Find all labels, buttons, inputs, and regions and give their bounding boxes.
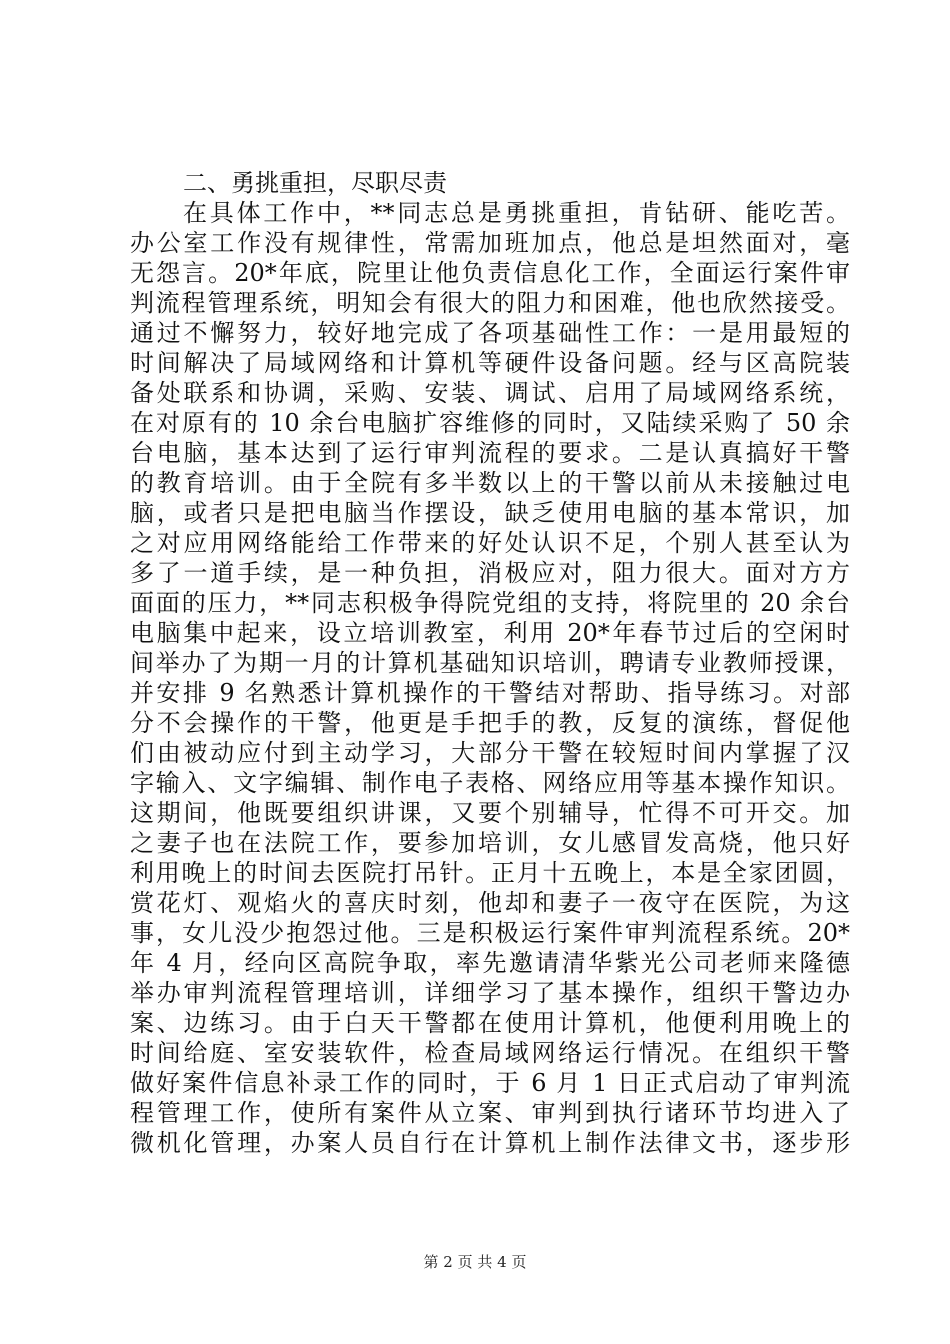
paragraph-line: 举办审判流程管理培训，详细学习了基本操作，组织干警边办 (130, 979, 850, 1007)
paragraph-line: 时间解决了局域网络和计算机等硬件设备问题。经与区高院装 (130, 349, 850, 377)
paragraph-line: 电脑集中起来，设立培训教室，利用 20*年春节过后的空闲时 (130, 619, 850, 647)
paragraph-line: 在具体工作中，**同志总是勇挑重担，肯钻研、能吃苦。 (183, 199, 850, 227)
paragraph-line: 利用晚上的时间去医院打吊针。正月十五晚上，本是全家团圆， (130, 859, 850, 887)
paragraph-line: 台电脑，基本达到了运行审判流程的要求。二是认真搞好干警 (130, 439, 850, 467)
page-footer: 第 2 页 共 4 页 (423, 1253, 527, 1271)
paragraph-line: 之妻子也在法院工作，要参加培训，女儿感冒发高烧，他只好 (130, 829, 850, 857)
paragraph-line: 多了一道手续，是一种负担，消极应对，阻力很大。面对方方 (130, 559, 850, 587)
paragraph-line: 之对应用网络能给工作带来的好处认识不足，个别人甚至认为 (130, 529, 850, 557)
paragraph-line: 时间给庭、室安装软件，检查局域网络运行情况。在组织干警 (130, 1039, 850, 1067)
paragraph-line: 判流程管理系统，明知会有很大的阻力和困难，他也欣然接受。 (130, 289, 850, 317)
paragraph-line: 面面的压力，**同志积极争得院党组的支持，将院里的 20 余台 (130, 589, 850, 617)
paragraph-line: 间举办了为期一月的计算机基础知识培训，聘请专业教师授课， (130, 649, 850, 677)
paragraph-line: 年 4 月，经向区高院争取，率先邀请清华紫光公司老师来隆德 (130, 949, 850, 977)
body-paragraph (130, 198, 850, 1158)
paragraph-line: 并安排 9 名熟悉计算机操作的干警结对帮助、指导练习。对部 (130, 679, 850, 707)
paragraph-line: 脑，或者只是把电脑当作摆设，缺乏使用电脑的基本常识，加 (130, 499, 850, 527)
paragraph-line: 微机化管理，办案人员自行在计算机上制作法律文书，逐步形 (130, 1129, 850, 1157)
paragraph-line: 通过不懈努力，较好地完成了各项基础性工作：一是用最短的 (130, 319, 850, 347)
section-heading: 二、勇挑重担，尽职尽责 (183, 169, 447, 197)
paragraph-line: 的教育培训。由于全院有多半数以上的干警以前从未接触过电 (130, 469, 850, 497)
paragraph-line: 案、边练习。由于白天干警都在使用计算机，他便利用晚上的 (130, 1009, 850, 1037)
paragraph-line: 在对原有的 10 余台电脑扩容维修的同时，又陆续采购了 50 余 (130, 409, 850, 437)
paragraph-line: 程管理工作，使所有案件从立案、审判到执行诸环节均进入了 (130, 1099, 850, 1127)
paragraph-line: 赏花灯、观焰火的喜庆时刻，他却和妻子一夜守在医院，为这 (130, 889, 850, 917)
paragraph-line: 们由被动应付到主动学习，大部分干警在较短时间内掌握了汉 (130, 739, 850, 767)
paragraph-line: 做好案件信息补录工作的同时，于 6 月 1 日正式启动了审判流 (130, 1069, 850, 1097)
paragraph-line: 分不会操作的干警，他更是手把手的教，反复的演练，督促他 (130, 709, 850, 737)
paragraph-line: 事，女儿没少抱怨过他。三是积极运行案件审判流程系统。20* (130, 919, 850, 947)
paragraph-line: 这期间，他既要组织讲课，又要个别辅导，忙得不可开交。加 (130, 799, 850, 827)
paragraph-line: 无怨言。20*年底，院里让他负责信息化工作，全面运行案件审 (130, 259, 850, 287)
paragraph-line: 办公室工作没有规律性，常需加班加点，他总是坦然面对，毫 (130, 229, 850, 257)
paragraph-line: 备处联系和协调，采购、安装、调试、启用了局域网络系统， (130, 379, 850, 407)
paragraph-line: 字输入、文字编辑、制作电子表格、网络应用等基本操作知识。 (130, 769, 850, 797)
